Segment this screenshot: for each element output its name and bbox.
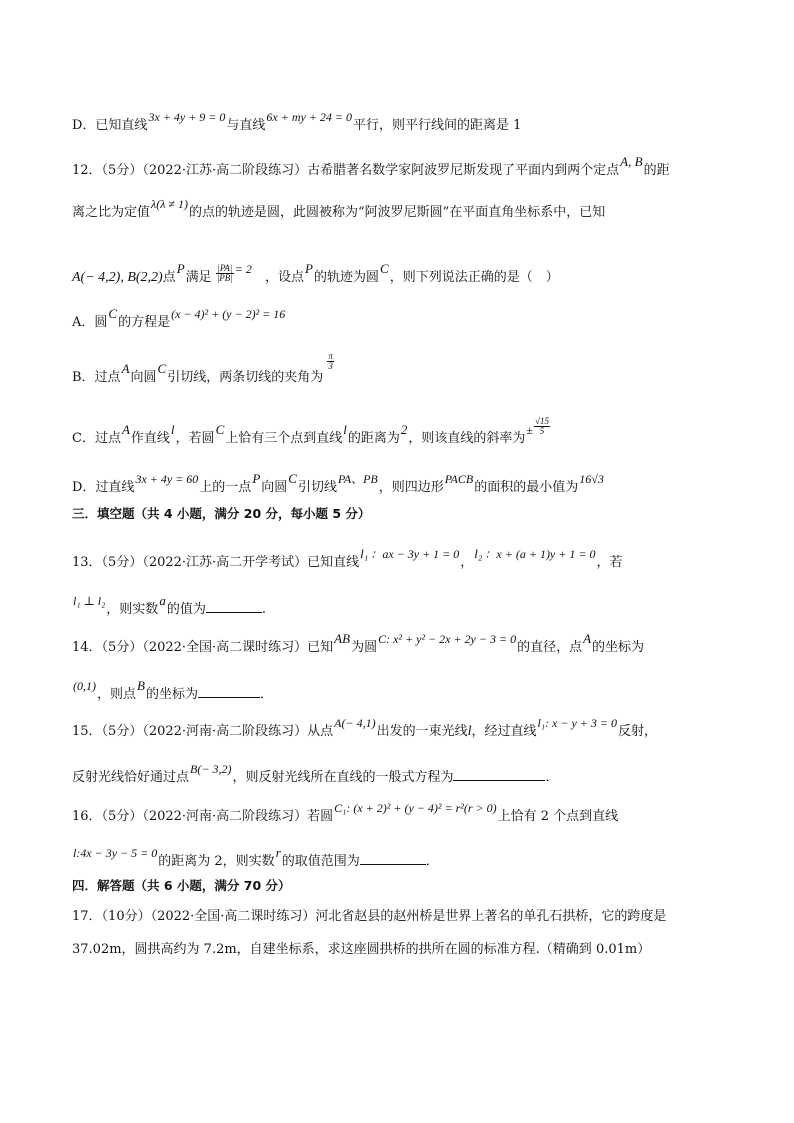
- q16-head: 16．（5分）（2022·河南·高二阶段练习）若圆: [72, 809, 334, 824]
- q15-l2b: ，则反射光线所在直线的一般式方程为: [232, 770, 454, 785]
- q14-mid: 为圆: [351, 640, 378, 655]
- q12b-pre: B．过点: [72, 370, 121, 385]
- q12-l3d: 的轨迹为圆: [314, 270, 380, 285]
- q12-p: P: [176, 261, 185, 276]
- q11d-line2-equation: 6x + my + 24 = 0: [266, 110, 353, 124]
- q14-tail: 的直径，点: [517, 640, 583, 655]
- q12-l3b: 满足: [185, 270, 212, 285]
- q12c-slope-num: √15: [535, 416, 549, 426]
- q13-head: 13．（5分）（2022·江苏·高二开学考试）已知直线: [72, 555, 360, 570]
- q13-answer-blank[interactable]: [206, 600, 262, 613]
- q14-coord: (0,1): [73, 679, 96, 693]
- q13-tail: ，若: [596, 555, 623, 570]
- q14-l2a: ，则点: [97, 687, 137, 702]
- q16-answer-blank[interactable]: [360, 852, 426, 865]
- q12-c: C: [380, 261, 389, 276]
- q12c-pm: ±: [526, 423, 533, 437]
- q12d-line: 3x + 4y = 60: [135, 472, 199, 486]
- q12c-mid4: 的距离为: [347, 431, 400, 446]
- q13-perp: l₁ ⊥ l₂: [73, 594, 106, 608]
- q13-line2: [72, 593, 266, 619]
- q12a-c: C: [108, 306, 118, 321]
- q13-l2a: ，则实数: [106, 602, 159, 617]
- q14-head: 14．（5分）（2022·全国·高二课时练习）已知: [72, 640, 334, 655]
- q17-line2: 37.02m，圆拱高约为 7.2m，自建坐标系，求这座圆拱桥的拱所在圆的标准方程.（精确到 0.01m）: [72, 942, 651, 957]
- q12-line1: [72, 154, 670, 180]
- q11d-mid: 与直线: [226, 118, 266, 133]
- q12d-quad: PACB: [444, 472, 474, 486]
- q14-equation: C: x² + y² − 2x + 2y − 3 = 0: [378, 632, 517, 646]
- q12d-c: C: [288, 471, 297, 486]
- q15-l2a: 反射光线恰好通过点: [72, 770, 190, 785]
- q12-l2b: 的点的轨迹是圆，此圆被称为“阿波罗尼斯圆”在平面直角坐标系中，已知: [189, 205, 606, 220]
- section-3-heading: 三．填空题（共 4 小题，满分 20 分，每小题 5 分）: [72, 506, 371, 521]
- q12c-mid2: ，若圆: [175, 431, 215, 446]
- q13-line1: [72, 546, 623, 572]
- q12a-pre: A．圆: [72, 315, 108, 330]
- q12d-mid2: 向圆: [261, 480, 288, 495]
- q12c-a: A: [121, 422, 130, 437]
- q12c-l: l: [170, 422, 175, 437]
- q14-end: ．: [259, 687, 273, 702]
- q12-line3: [72, 261, 559, 287]
- q16-tail: 上恰有 2 个点到直线: [497, 809, 619, 824]
- q12-option-b: [72, 351, 334, 387]
- q13-eq1: ：ax − 3y + 1 = 0: [370, 547, 460, 561]
- q11d-line1-equation: 3x + 4y + 9 = 0: [148, 110, 226, 124]
- q12c-mid3: 上恰有三个点到直线: [225, 431, 343, 446]
- q15-mid2: ，经过直线: [471, 724, 537, 739]
- q15-line: l₁: x − y + 3 = 0: [537, 716, 617, 730]
- q16-line2: [72, 845, 439, 871]
- q12b-ang-num: π: [328, 351, 333, 361]
- q12b-tail: 引切线，两条切线的夹角为: [167, 370, 324, 385]
- q13-l1: l₁: [360, 546, 369, 561]
- q11-option-d: [72, 110, 522, 135]
- q12-option-d: [72, 471, 605, 497]
- q14-answer-blank[interactable]: [198, 685, 260, 698]
- q12b-c: C: [157, 361, 167, 376]
- q13-sep: ，: [460, 555, 474, 570]
- q13-eq2: ：x + (a + 1)y + 1 = 0: [484, 547, 596, 561]
- q14-line2: [72, 678, 273, 704]
- q12a-mid: 的方程是: [118, 315, 171, 330]
- q15-a: A(− 4,1): [334, 716, 376, 730]
- section-4-heading: 四．解答题（共 6 小题，满分 70 分）: [72, 878, 291, 893]
- q12-eq2: = 2: [234, 262, 252, 276]
- q16-r: r: [275, 845, 281, 860]
- q15-end: ．: [545, 770, 559, 785]
- q16-end: ．: [425, 854, 439, 869]
- q11d-prefix: D．已知直线: [72, 118, 148, 133]
- q12d-value: 16√3: [579, 472, 604, 486]
- q14-line1: [72, 631, 645, 657]
- q12-p-2: P: [305, 261, 313, 276]
- q14-tail2: 的坐标为: [592, 640, 645, 655]
- q12-lambda: λ(λ ≠ 1): [151, 197, 188, 211]
- q12-frac-num: |PA|: [217, 263, 233, 273]
- q12-l2a: 离之比为定值: [72, 205, 151, 220]
- q12c-mid5: ，则该直线的斜率为: [408, 431, 526, 446]
- q12d-p: P: [252, 471, 261, 486]
- q12-l3a: 点: [162, 270, 176, 285]
- q12d-mid1: 上的一点: [199, 480, 252, 495]
- q12-points-coords: A(− 4,2), B(2,2): [72, 270, 163, 285]
- q12-ratio-fraction: [216, 264, 234, 283]
- q15-answer-blank[interactable]: [453, 768, 545, 781]
- q14-b: B: [137, 678, 145, 693]
- q12c-slope-den: 5: [539, 426, 545, 436]
- q12b-mid: 向圆: [130, 370, 157, 385]
- q15-line2: [72, 762, 559, 787]
- q12d-pre: D．过直线: [72, 480, 135, 495]
- q12-head: 12．（5分）（2022·江苏·高二阶段练习）古希腊著名数学家阿波罗尼斯发现了平面内到两个定点: [72, 163, 620, 178]
- q12-l3c: ，设点: [265, 270, 305, 285]
- q15-b: B(− 3,2): [190, 762, 232, 776]
- q13-end: .: [261, 602, 266, 617]
- q12c-pre: C．过点: [72, 431, 121, 446]
- q12b-ang-den: 3: [328, 361, 333, 371]
- q16-circle: C₁: (x + 2)² + (y − 4)² = r²(r > 0): [334, 801, 497, 815]
- q13-a: a: [159, 593, 166, 608]
- q17-line1: 17．（10分）（2022·全国·高二课时练习）河北省赵县的赵州桥是世界上著名的单孔石拱桥，它的跨度是: [72, 909, 667, 924]
- q13-l2b: 的值为: [166, 602, 206, 617]
- q12d-tangents: PA、PB: [337, 472, 378, 486]
- q15-l: l: [467, 724, 472, 739]
- q15-head: 15．（5分）（2022·河南·高二阶段练习）从点: [72, 724, 334, 739]
- q15-mid: 出发的一束光线: [376, 724, 468, 739]
- q14-ab: AB: [334, 631, 351, 646]
- q12c-c: C: [215, 422, 225, 437]
- q11d-suffix: 平行，则平行线间的距离是 1: [353, 118, 522, 133]
- q12d-mid5: 的面积的最小值为: [474, 480, 579, 495]
- q16-line1: [72, 801, 619, 826]
- q12c-l-2: l: [343, 422, 347, 437]
- q12d-mid3: 引切线: [297, 480, 337, 495]
- q16-l2b: 的取值范围为: [281, 854, 360, 869]
- q13-l2: l₂: [474, 546, 483, 561]
- q12b-a: A: [121, 361, 130, 376]
- q14-l2b: 的坐标为: [145, 687, 198, 702]
- q12b-angle-fraction: [327, 352, 334, 371]
- q12c-mid1: 作直线: [130, 431, 170, 446]
- q12-option-a: [72, 306, 286, 332]
- q12c-two: 2: [400, 422, 408, 437]
- q15-tail: 反射，: [617, 724, 657, 739]
- q12c-slope-fraction: [534, 417, 550, 436]
- q12d-mid4: ，则四边形: [378, 480, 444, 495]
- q16-line: l:4x − 3y − 5 = 0: [73, 846, 158, 860]
- q16-l2a: 的距离为 2，则实数: [158, 854, 275, 869]
- q12-tail1: 的距: [643, 163, 670, 178]
- q15-line1: [72, 716, 657, 741]
- q12-points-ab: A, B: [620, 154, 643, 169]
- q12a-equation: (x − 4)² + (y − 2)² = 16: [171, 307, 286, 321]
- q12-frac-den: |PB|: [216, 273, 233, 283]
- q12-l3e: ，则下列说法正确的是（ ）: [389, 270, 559, 285]
- q12-line2: [72, 197, 606, 222]
- q12-option-c: [72, 416, 550, 448]
- q14-a: A: [583, 631, 592, 646]
